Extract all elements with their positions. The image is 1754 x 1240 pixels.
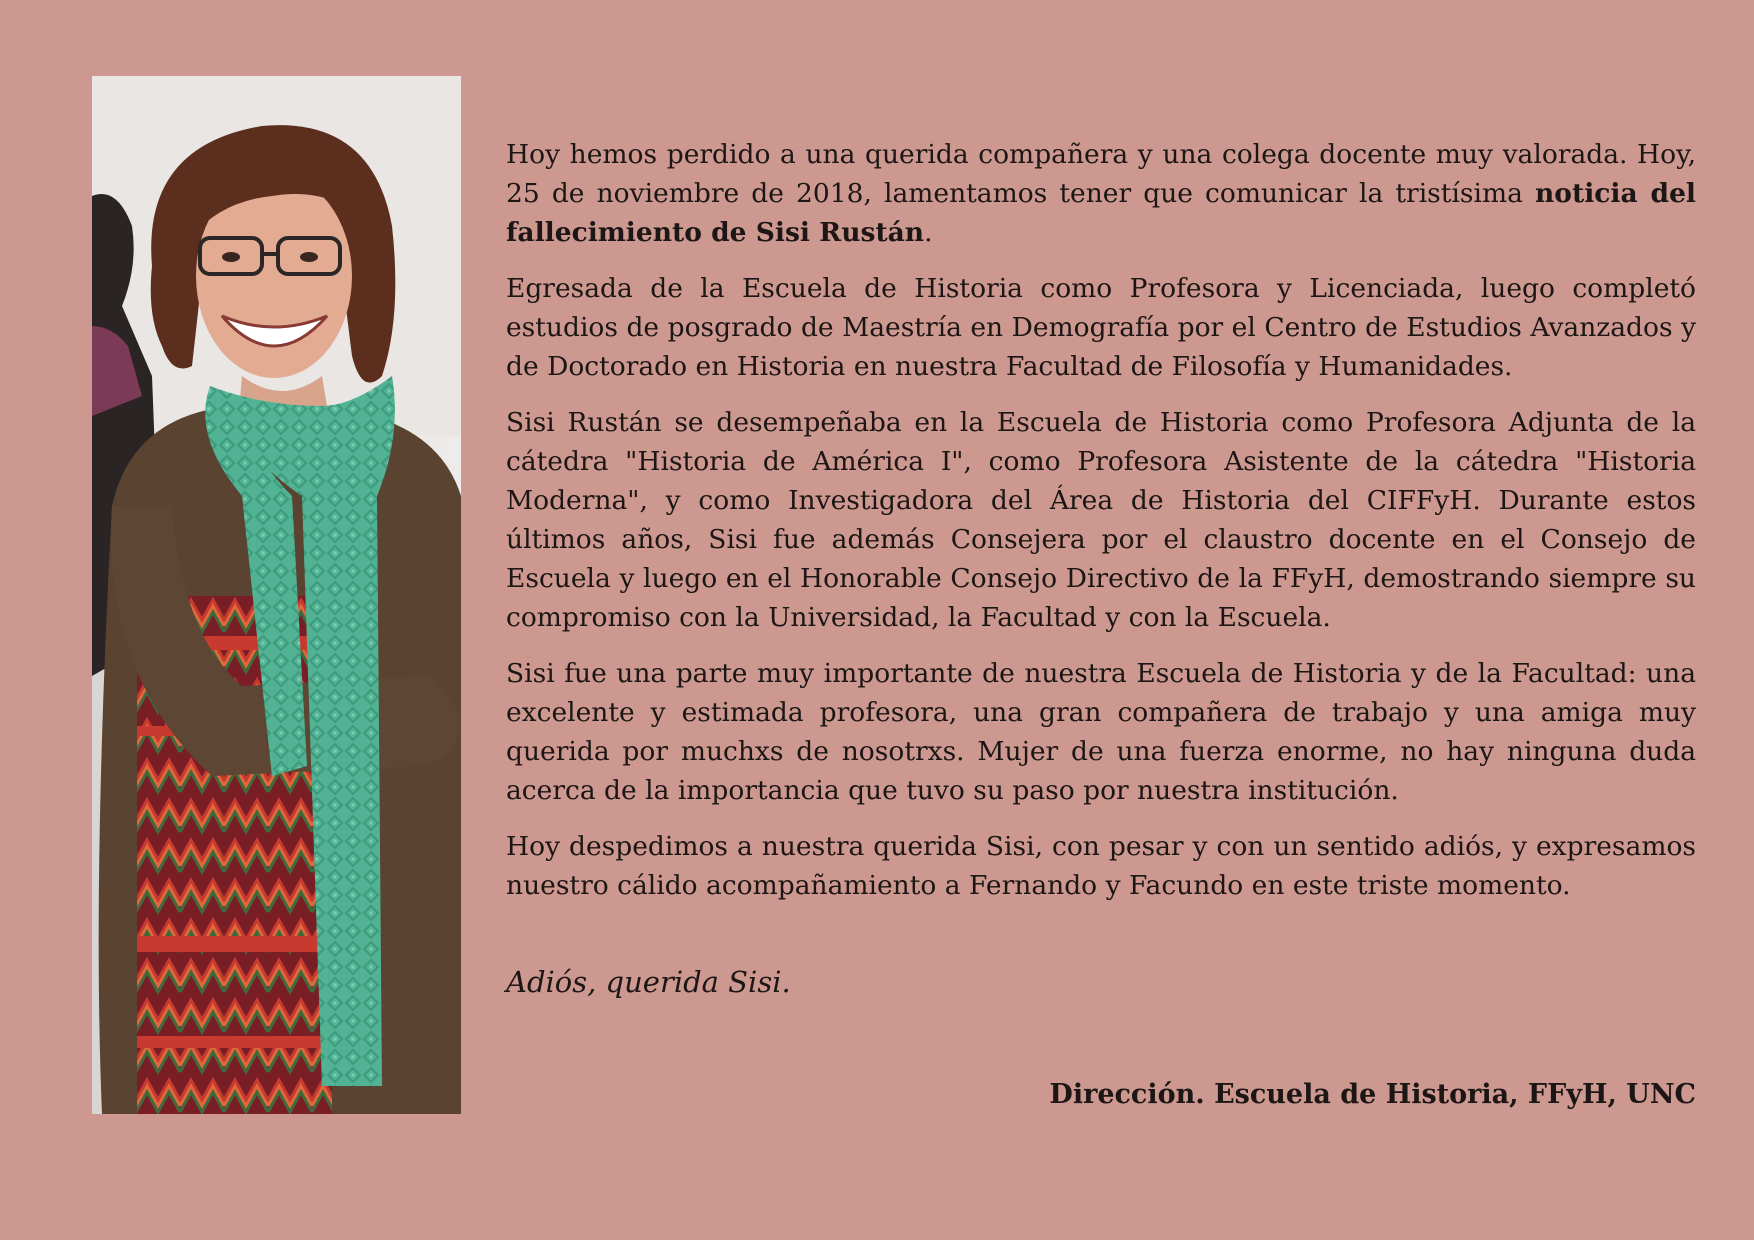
portrait-illustration xyxy=(92,76,461,1114)
paragraph-education: Egresada de la Escuela de Historia como Profesora y Licenciada, luego completó estudios de posgrado de Maestría en Demografía por el Centro de Estudios Avanzados y de Doctorado en Historia en nuestra Facultad de Filosofía y Humanidades. xyxy=(506,273,1696,382)
farewell-line: Adiós, querida Sisi. xyxy=(506,965,791,999)
paragraph-tribute: Sisi fue una parte muy importante de nuestra Escuela de Historia y de la Facultad: una excelente y estimada profesora, una gran compañera de trabajo y una amiga muy querida por muchxs de nosotrxs. Mujer de una fuerza enorme, no hay ninguna duda acerca de la importancia que tuvo su paso por nuestra institución. xyxy=(506,658,1696,806)
paragraph-condolences: Hoy despedimos a nuestra querida Sisi, con pesar y con un sentido adiós, y expresamos nuestro cálido acompañamiento a Fernando y Facundo en este triste momento. xyxy=(506,831,1696,901)
paragraph-career: Sisi Rustán se desempeñaba en la Escuela de Historia como Profesora Adjunta de la cátedra "Historia de América I", como Profesora Asistente de la cátedra "Historia Moderna", y como Investigadora del Área de Historia del CIFFyH. Durante estos últimos años, Sisi fue además Consejera por el claustro docente en el Consejo de Escuela y luego en el Honorable Consejo Directivo de la FFyH, demostrando siempre su compromiso con la Universidad, la Facultad y con la Escuela. xyxy=(506,407,1696,633)
announcement-text: Hoy hemos perdido a una querida compañera y una colega docente muy valorada. Hoy, 25 de noviembre de 2018, lamentamos tener que comunicar la tristísima xyxy=(506,139,1696,209)
paragraph-announcement xyxy=(506,135,1696,252)
announcement-end: . xyxy=(924,217,933,248)
portrait-photo xyxy=(92,76,461,1114)
tribute-text xyxy=(506,135,1696,922)
signature: Dirección. Escuela de Historia, FFyH, UNC xyxy=(1049,1079,1696,1110)
announcement-bold: noticia del fallecimiento de Sisi Rustán xyxy=(506,178,1697,248)
